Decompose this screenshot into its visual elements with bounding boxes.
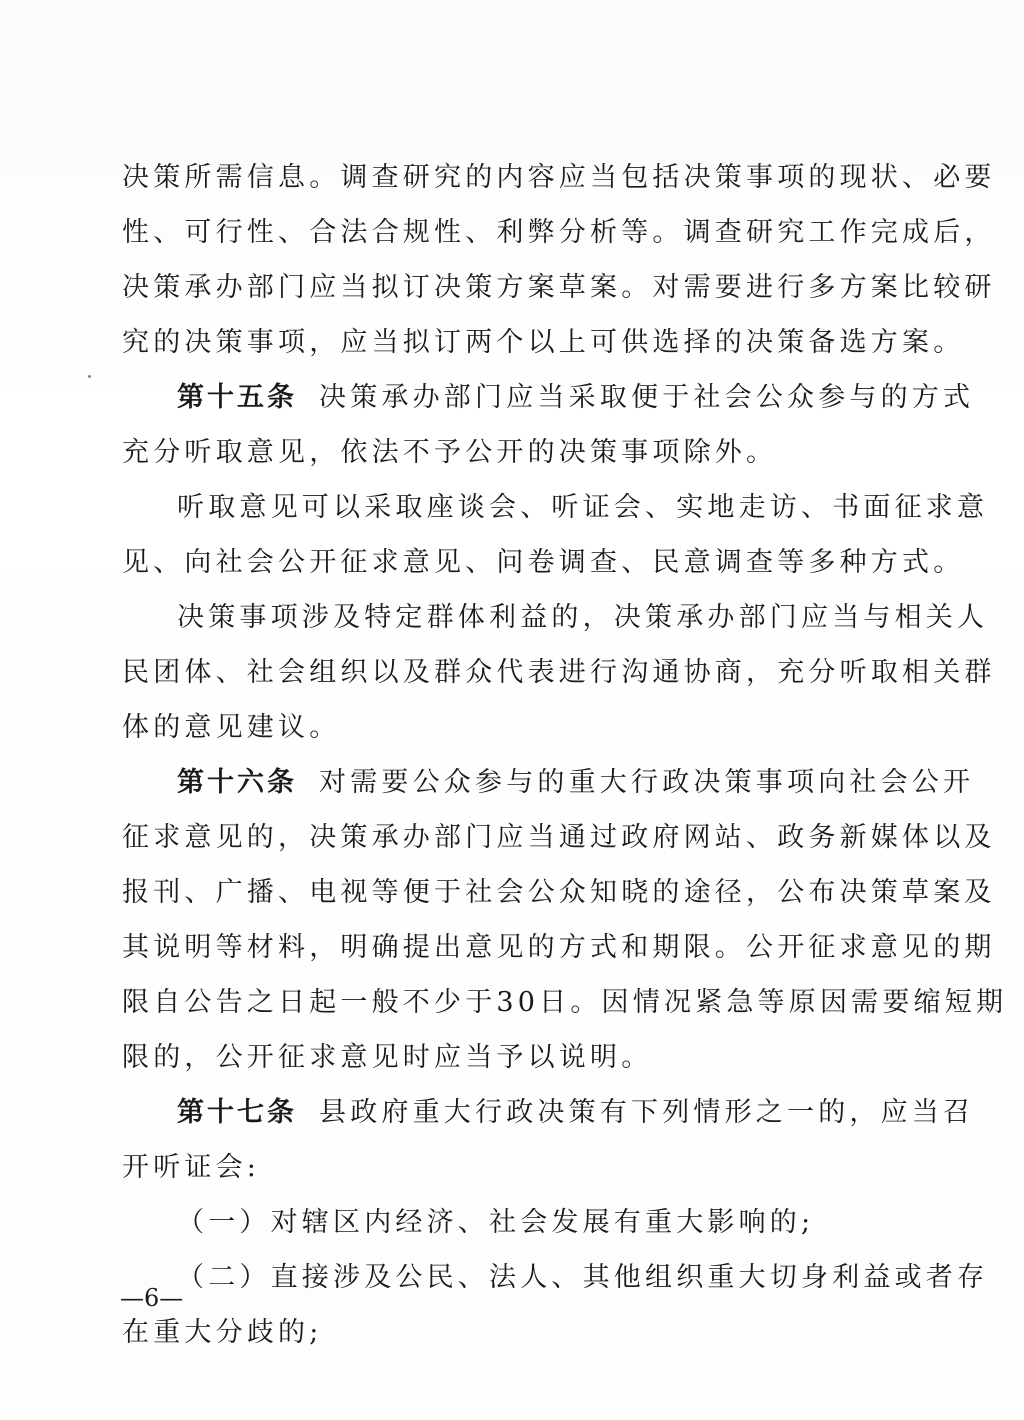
- article-15-line: [122, 370, 975, 425]
- text-line: 充分听取意见，依法不予公开的决策事项除外。: [122, 437, 778, 468]
- article-17-label: 第十七条: [177, 1097, 297, 1128]
- text-line: 在重大分歧的;: [122, 1317, 323, 1348]
- text-line: 决策承办部门应当拟订决策方案草案。对需要进行多方案比较研: [122, 272, 996, 303]
- list-item: （二）直接涉及公民、法人、其他组织重大切身利益或者存: [177, 1262, 989, 1293]
- text-line: 决策事项涉及特定群体利益的，决策承办部门应当与相关人: [177, 602, 989, 633]
- article-15-text: 决策承办部门应当采取便于社会公众参与的方式: [319, 382, 975, 413]
- article-16-line: [122, 755, 975, 810]
- text-line: 开听证会:: [122, 1152, 261, 1183]
- text-line: 体的意见建议。: [122, 712, 341, 743]
- text-line: 决策所需信息。调查研究的内容应当包括决策事项的现状、必要: [122, 162, 996, 193]
- text-line: 见、向社会公开征求意见、问卷调查、民意调查等多种方式。: [122, 547, 965, 578]
- text-line: 性、可行性、合法合规性、利弊分析等。调查研究工作完成后，: [122, 217, 996, 248]
- list-item: （一）对辖区内经济、社会发展有重大影响的;: [177, 1207, 815, 1238]
- text-line: 限的，公开征求意见时应当予以说明。: [122, 1042, 653, 1073]
- text-line: 究的决策事项，应当拟订两个以上可供选择的决策备选方案。: [122, 327, 965, 358]
- text-line: 限自公告之日起一般不少于30日。因情况紧急等原因需要缩短期: [122, 987, 1008, 1018]
- article-15-label: 第十五条: [177, 382, 297, 413]
- article-16-label: 第十六条: [177, 767, 297, 798]
- scan-speck: [88, 375, 91, 378]
- document-body: [122, 150, 1008, 1360]
- text-line: 报刊、广播、电视等便于社会公众知晓的途径，公布决策草案及: [122, 877, 996, 908]
- article-17-text: 县政府重大行政决策有下列情形之一的，应当召: [319, 1097, 975, 1128]
- text-line: 其说明等材料，明确提出意见的方式和期限。公开征求意见的期: [122, 932, 996, 963]
- article-16-text: 对需要公众参与的重大行政决策事项向社会公开: [319, 767, 975, 798]
- text-line: 征求意见的，决策承办部门应当通过政府网站、政务新媒体以及: [122, 822, 996, 853]
- page-number: —6—: [120, 1284, 184, 1312]
- text-line: 听取意见可以采取座谈会、听证会、实地走访、书面征求意: [177, 492, 989, 523]
- text-line: 民团体、社会组织以及群众代表进行沟通协商，充分听取相关群: [122, 657, 996, 688]
- article-17-line: [122, 1085, 975, 1140]
